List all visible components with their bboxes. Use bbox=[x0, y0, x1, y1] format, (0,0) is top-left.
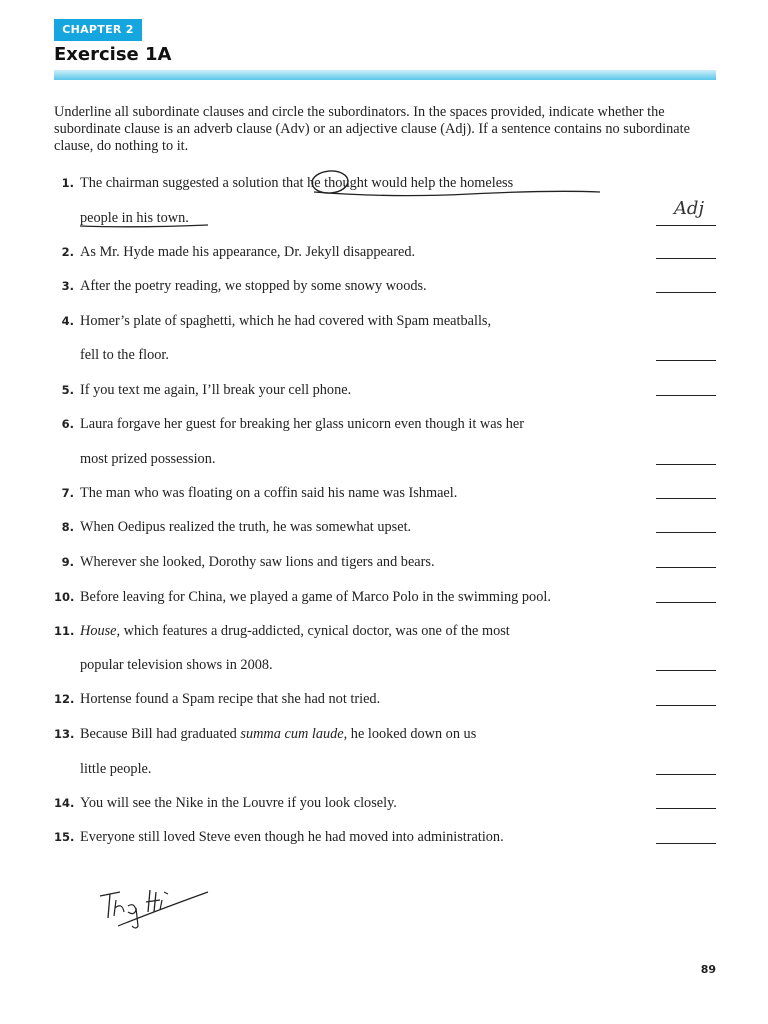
answer-blank-6[interactable] bbox=[656, 463, 716, 465]
answer-blank-14[interactable] bbox=[656, 807, 716, 809]
item-text: Laura forgave her guest for breaking her glass unicorn even though it was her bbox=[80, 416, 524, 432]
item-6 bbox=[54, 415, 524, 433]
item-number: 9. bbox=[61, 555, 74, 569]
item-text: Homer’s plate of spaghetti, which he had covered with Spam meatballs, bbox=[80, 313, 492, 329]
item-text: Wherever she looked, Dorothy saw lions and tigers and bears. bbox=[80, 554, 435, 570]
item-4-cont: fell to the floor. bbox=[80, 347, 169, 363]
answer-blank-12[interactable] bbox=[656, 704, 716, 706]
item-4 bbox=[54, 312, 491, 330]
instructions: Underline all subordinate clauses and circle the subordinators. In the spaces provided, indicate whether the subordinate clause is an adverb clause (Adv) or an adjective clause (Adj). If a sentence contains no subordinate clause, do nothing to it. bbox=[54, 104, 690, 154]
answer-blank-11[interactable] bbox=[656, 669, 716, 671]
answer-blank-13[interactable] bbox=[656, 773, 716, 775]
item-number: 2. bbox=[61, 245, 74, 259]
item-11 bbox=[54, 622, 510, 640]
item-text-italic: summa cum laude bbox=[240, 726, 344, 742]
title-rule bbox=[54, 70, 716, 80]
item-5 bbox=[54, 381, 351, 399]
answer-blank-4[interactable] bbox=[656, 359, 716, 361]
item-number: 13. bbox=[54, 727, 75, 741]
item-text: Hortense found a Spam recipe that she had not tried. bbox=[80, 691, 381, 707]
item-text: The chairman suggested a solution that he thought would help the homeless bbox=[80, 175, 514, 191]
item-number: 14. bbox=[54, 796, 75, 810]
item-text: Before leaving for China, we played a game of Marco Polo in the swimming pool. bbox=[80, 589, 551, 605]
exercise-title: Exercise 1A bbox=[54, 44, 172, 65]
item-number: 6. bbox=[61, 417, 74, 431]
item-2 bbox=[54, 243, 415, 261]
item-number: 5. bbox=[61, 383, 74, 397]
answer-blank-1[interactable] bbox=[656, 224, 716, 226]
item-9 bbox=[54, 553, 435, 571]
handwritten-underline-1 bbox=[310, 168, 610, 202]
answer-blank-2[interactable] bbox=[656, 257, 716, 259]
item-text: Everyone still loved Steve even though he had moved into administration. bbox=[80, 829, 504, 845]
item-text: When Oedipus realized the truth, he was somewhat upset. bbox=[80, 519, 412, 535]
item-3 bbox=[54, 277, 427, 295]
item-14 bbox=[54, 794, 397, 812]
item-text-italic: House, bbox=[80, 623, 121, 639]
answer-1[interactable]: Adj bbox=[673, 198, 705, 219]
answer-blank-8[interactable] bbox=[656, 531, 716, 533]
item-number: 12. bbox=[54, 692, 75, 706]
item-text: As Mr. Hyde made his appearance, Dr. Jekyll disappeared. bbox=[80, 244, 416, 260]
item-11-cont: popular television shows in 2008. bbox=[80, 657, 273, 673]
item-number: 1. bbox=[61, 176, 74, 190]
item-text: which features a drug-addicted, cynical doctor, was one of the most bbox=[120, 623, 510, 639]
handwritten-underline-1b bbox=[78, 222, 210, 230]
item-13-cont: little people. bbox=[80, 761, 152, 777]
item-12 bbox=[54, 690, 380, 708]
item-number: 11. bbox=[54, 624, 75, 638]
item-10 bbox=[54, 588, 551, 606]
item-number: 4. bbox=[61, 314, 74, 328]
item-text: If you text me again, I’ll break your cell phone. bbox=[80, 382, 352, 398]
item-1-cont: people in his town. bbox=[80, 210, 189, 226]
chapter-tab: CHAPTER 2 bbox=[54, 19, 142, 41]
item-15 bbox=[54, 828, 504, 846]
item-number: 7. bbox=[61, 486, 74, 500]
item-number: 15. bbox=[54, 830, 75, 844]
answer-blank-3[interactable] bbox=[656, 291, 716, 293]
answer-blank-5[interactable] bbox=[656, 394, 716, 396]
item-7 bbox=[54, 484, 457, 502]
item-text: The man who was floating on a coffin said his name was Ishmael. bbox=[80, 485, 458, 501]
item-number: 10. bbox=[54, 590, 75, 604]
item-number: 8. bbox=[61, 520, 74, 534]
item-6-cont: most prized possession. bbox=[80, 451, 216, 467]
answer-blank-15[interactable] bbox=[656, 842, 716, 844]
item-number: 3. bbox=[61, 279, 74, 293]
item-8 bbox=[54, 518, 411, 536]
answer-blank-7[interactable] bbox=[656, 497, 716, 499]
answer-blank-9[interactable] bbox=[656, 566, 716, 568]
item-text: , he looked down on us bbox=[343, 726, 477, 742]
item-text: After the poetry reading, we stopped by some snowy woods. bbox=[80, 278, 427, 294]
item-13 bbox=[54, 725, 476, 743]
item-text: You will see the Nike in the Louvre if you look closely. bbox=[80, 795, 397, 811]
handwritten-signature bbox=[98, 882, 218, 932]
page-number: 89 bbox=[700, 963, 716, 976]
item-text: Because Bill had graduated bbox=[80, 726, 241, 742]
answer-blank-10[interactable] bbox=[656, 601, 716, 603]
